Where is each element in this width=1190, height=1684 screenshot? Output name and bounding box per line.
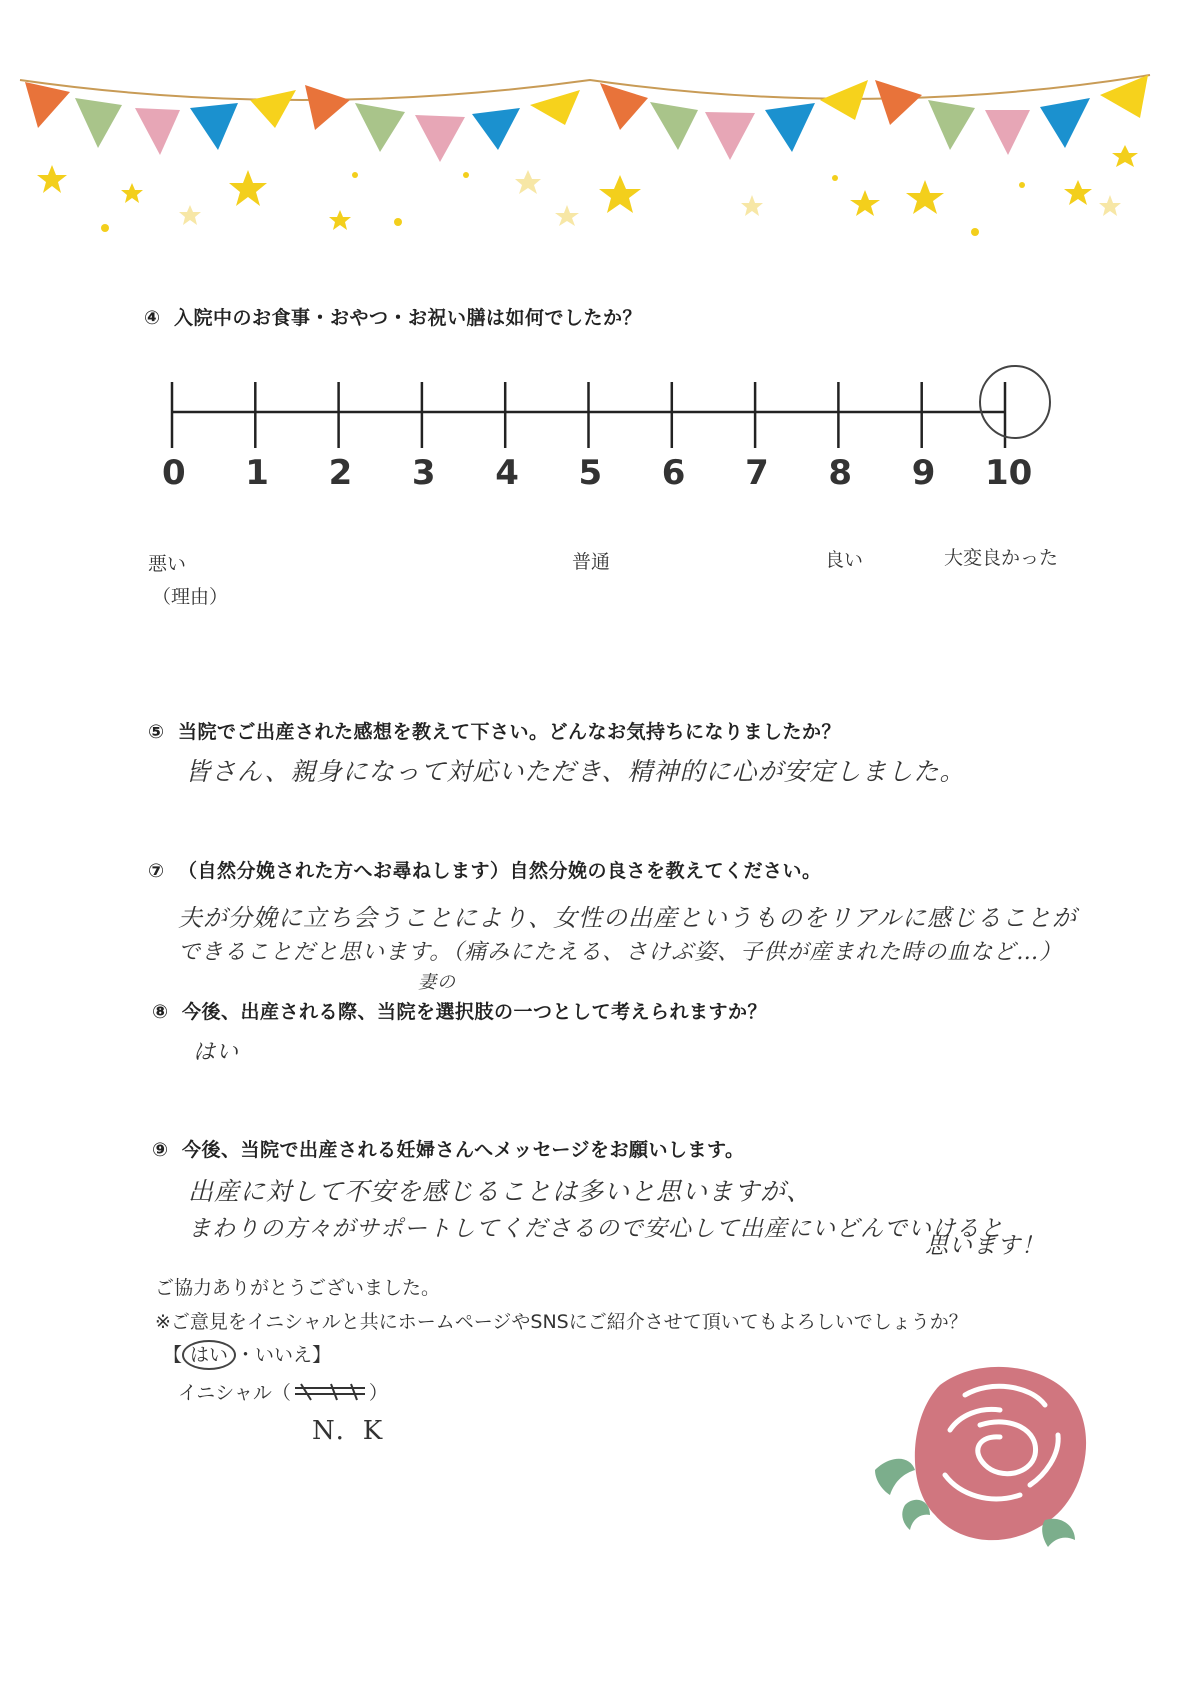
initial-struck xyxy=(291,1382,369,1400)
flag xyxy=(875,80,922,125)
scale-tick-label: 4 xyxy=(495,453,519,493)
flag xyxy=(1040,98,1090,148)
question-7 xyxy=(148,856,822,883)
question-number: ⑦ xyxy=(148,860,165,882)
scale-tick-label: 0 xyxy=(162,453,186,493)
question-number: ⑤ xyxy=(148,721,165,743)
star-icon xyxy=(329,210,351,230)
scale-tick-label: 1 xyxy=(245,453,269,493)
scale-tick-label: 8 xyxy=(828,453,853,493)
rose-illustration xyxy=(870,1355,1110,1565)
dot xyxy=(971,228,979,236)
answer-8: はい xyxy=(193,1040,240,1065)
star-icon xyxy=(121,183,143,203)
star-icon xyxy=(599,175,641,213)
star-icon xyxy=(1112,145,1138,167)
scale-tick-label: 9 xyxy=(911,453,936,493)
scale-tick-label: 10 xyxy=(985,453,1033,493)
label-excellent: 大変良かった xyxy=(944,547,1059,569)
flag xyxy=(472,108,520,150)
star-icon xyxy=(555,205,579,226)
question-number: ④ xyxy=(144,307,161,329)
flag xyxy=(415,115,465,162)
rating-scale xyxy=(150,360,1070,460)
flag xyxy=(600,83,648,130)
flag xyxy=(355,103,405,152)
question-text: 入院中のお食事・おやつ・お祝い膳は如何でしたか？ xyxy=(174,307,643,329)
flag xyxy=(650,102,698,150)
dot xyxy=(394,218,402,226)
star-icon xyxy=(515,170,541,194)
bracket-open: 【 xyxy=(163,1344,183,1366)
flag xyxy=(75,98,122,148)
question-8 xyxy=(152,997,767,1024)
question-number: ⑧ xyxy=(152,1001,169,1023)
bunting-banner xyxy=(0,0,1190,250)
flag xyxy=(190,103,238,150)
option-separator: ・ xyxy=(236,1344,256,1366)
scale-tick-label: 2 xyxy=(328,453,353,493)
bracket-close: 】 xyxy=(312,1344,332,1366)
scale-tick-label: 3 xyxy=(411,453,436,493)
answer-7-line2: できることだと思います。（痛みにたえる、さけぶ姿、子供が産まれた時の血など…） xyxy=(178,940,1063,965)
dot xyxy=(1019,182,1025,188)
scale-tick-label: 7 xyxy=(745,453,769,493)
question-text: 当院でご出産された感想を教えて下さい。どんなお気持ちになりましたか？ xyxy=(178,721,842,743)
dot xyxy=(352,172,358,178)
flag xyxy=(135,108,180,155)
initial-close: ） xyxy=(368,1382,388,1404)
initials-value: N．K xyxy=(312,1416,384,1446)
initial-field xyxy=(178,1378,388,1405)
flag xyxy=(820,80,868,120)
flag xyxy=(530,90,580,125)
label-good: 良い xyxy=(825,549,864,571)
answer-7-note: 妻の xyxy=(418,972,456,993)
dot xyxy=(101,224,109,232)
star-icon xyxy=(906,180,944,214)
question-9 xyxy=(152,1135,744,1162)
flag xyxy=(250,90,296,128)
star-icon xyxy=(229,170,267,206)
answer-5: 皆さん、親身になって対応いただき、精神的に心が安定しました。 xyxy=(185,757,966,786)
question-text: 今後、出産される際、当院を選択肢の一つとして考えられますか？ xyxy=(182,1001,768,1023)
answer-9-line1: 出産に対して不安を感じることは多いと思いますが、 xyxy=(188,1177,813,1206)
answer-7-line1: 夫が分娩に立ち会うことにより、女性の出産というものをリアルに感じることが xyxy=(178,904,1078,932)
scale-tick-label: 5 xyxy=(578,453,603,493)
selected-circle xyxy=(980,366,1050,438)
option-yes[interactable]: はい xyxy=(182,1340,236,1370)
consent-question: ※ご意見をイニシャルと共にホームページやSNSにご紹介させて頂いてもよろしいでしょうか？ xyxy=(155,1311,968,1333)
answer-9-line3: 思います！ xyxy=(925,1233,1045,1259)
label-bad: 悪い xyxy=(148,553,187,575)
question-4 xyxy=(144,303,642,330)
scale-tick-label: 6 xyxy=(661,453,686,493)
flag xyxy=(928,100,975,150)
flag xyxy=(305,85,350,130)
star-icon xyxy=(850,190,880,216)
option-no[interactable]: いいえ xyxy=(255,1344,313,1366)
flag xyxy=(985,110,1030,155)
label-reason: （理由） xyxy=(152,586,229,608)
star-icon xyxy=(37,165,67,193)
question-number: ⑨ xyxy=(152,1139,169,1161)
star-icon xyxy=(741,195,763,216)
thanks-text: ご協力ありがとうございました。 xyxy=(155,1277,441,1299)
question-text: 今後、当院で出産される妊婦さんへメッセージをお願いします。 xyxy=(182,1139,745,1161)
question-text: （自然分娩された方へお尋ねします）自然分娩の良さを教えてください。 xyxy=(178,860,822,882)
star-icon xyxy=(1064,180,1092,205)
star-icon xyxy=(1099,195,1121,216)
flag xyxy=(705,112,755,160)
consent-options xyxy=(163,1340,331,1367)
flag xyxy=(25,82,70,128)
dot xyxy=(463,172,469,178)
star-icon xyxy=(179,205,201,225)
label-normal: 普通 xyxy=(572,551,611,573)
answer-9-line2: まわりの方々がサポートしてくださるので安心して出産にいどんでいけると xyxy=(188,1216,1004,1242)
flag xyxy=(765,103,815,152)
dot xyxy=(832,175,838,181)
question-5 xyxy=(148,717,841,744)
initial-label: イニシャル（ xyxy=(178,1382,291,1404)
